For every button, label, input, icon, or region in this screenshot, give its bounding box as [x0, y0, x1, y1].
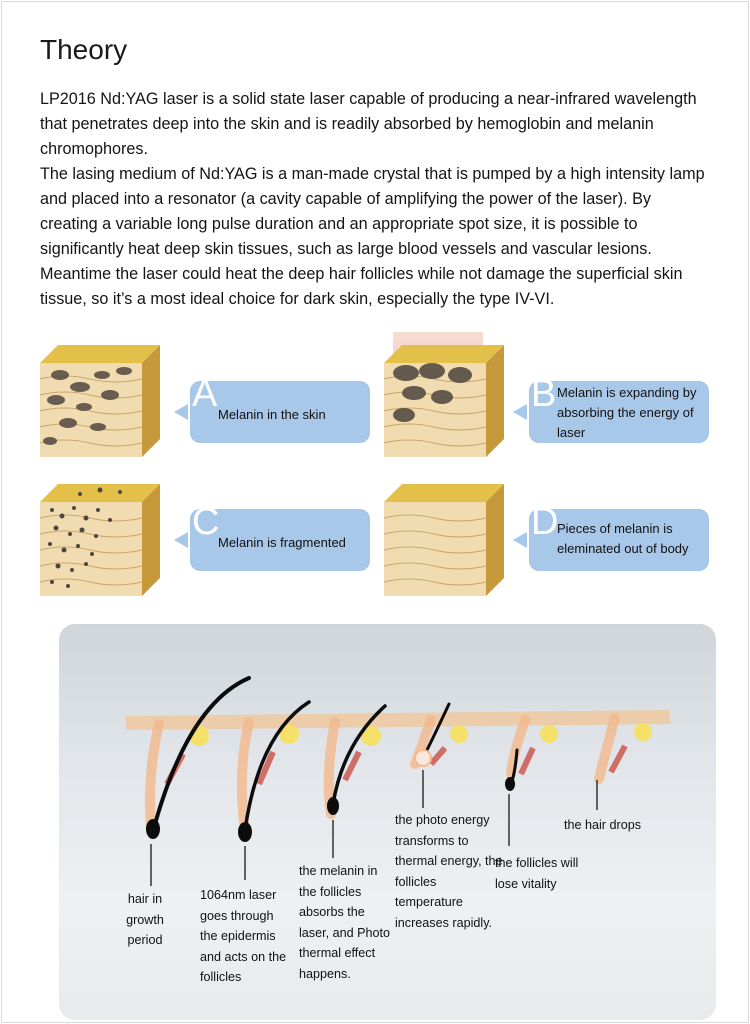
- caption-growth-period: hair in growth period: [126, 892, 164, 947]
- caption-melanin-absorbs: the melanin in the follicles absorbs the laser, and Photo thermal effect happens.: [299, 864, 391, 981]
- stage-a-label: Melanin in the skin: [218, 407, 326, 422]
- skin-cube-a: [40, 345, 160, 457]
- stage-d-bubble: [529, 501, 709, 571]
- stage-a-bubble: [190, 373, 370, 443]
- theory-paragraph: The lasing medium of Nd:YAG is a man-made crystal that is pumped by a high intensity lamp and placed into a resonator (a cavity capable of amplifying the power of the laser). By creating a variable long pulse duration and an appropriate spot size, it is possible to significantly heat deep skin tissues, such as large blood vessels and vascular lesions. Meantime the laser could heat the deep hair follicles while not damage the superficial skin tissue, so it’s a most ideal choice for dark skin, especially the type IV-VI.: [40, 165, 705, 308]
- stage-d-letter: D: [531, 501, 559, 543]
- hair-follicle-diagram: [59, 624, 716, 1020]
- caption-laser-penetrates: 1064nm laser goes through the epidermis and acts on the follicles: [200, 888, 287, 984]
- caption-thermal-energy: the photo energy transforms to thermal energy, the follicles temperature increases rapidly.: [395, 813, 503, 930]
- stage-b-label: Melanin is expanding by absorbing the energy of laser: [557, 385, 697, 440]
- stage-c-label: Melanin is fragmented: [218, 535, 346, 550]
- caption-hair-drops: the hair drops: [564, 818, 642, 832]
- stage-d-label: Pieces of melanin is eleminated out of body: [557, 521, 689, 556]
- stage-c-bubble: [190, 501, 370, 571]
- page-title: Theory: [40, 34, 128, 65]
- caption-lose-vitality: the follicles will lose vitality: [495, 856, 579, 891]
- stage-b-letter: B: [531, 373, 557, 415]
- skin-cube-c: [40, 484, 160, 596]
- skin-cube-d: [384, 484, 504, 596]
- stage-b-bubble: [529, 373, 709, 443]
- skin-cube-b: [384, 345, 504, 457]
- stage-a-letter: A: [192, 373, 218, 415]
- intro-paragraph: LP2016 Nd:YAG laser is a solid state laser capable of producing a near-infrared wavelength that penetrates deep into the skin and is readily absorbed by hemoglobin and melanin chromophores.: [40, 90, 697, 158]
- stage-c-letter: C: [192, 501, 220, 543]
- heated-follicle: [415, 750, 431, 766]
